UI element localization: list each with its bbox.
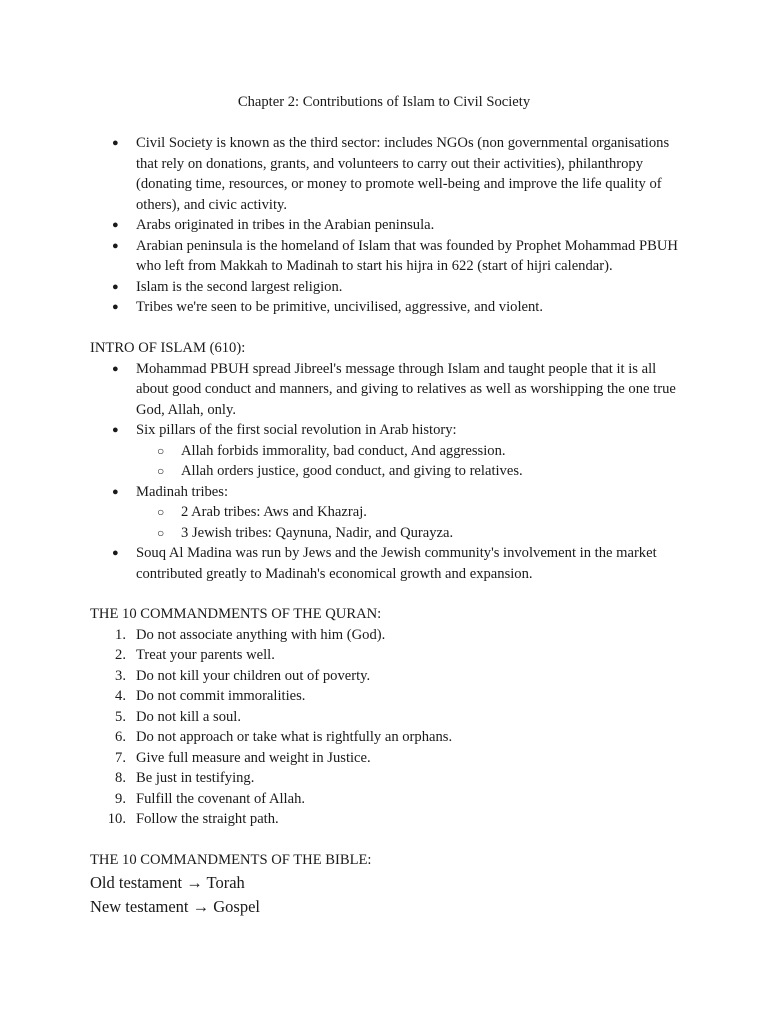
commandment-item xyxy=(90,666,690,687)
list-item: ● Six pillars of the first social revolution in Arab history: xyxy=(90,420,690,441)
commandment-item xyxy=(90,645,690,666)
item-text: Fulfill the covenant of Allah. xyxy=(136,790,306,807)
item-text: Do not associate anything with him (God). xyxy=(136,626,386,643)
list-item: ● Arabs originated in tribes in the Arabian peninsula. xyxy=(90,215,690,236)
sub-list-item: ○ 2 Arab tribes: Aws and Khazraj. xyxy=(90,502,690,523)
item-number: 8. xyxy=(115,770,126,786)
new-testament-line: New testament → Gospel xyxy=(90,897,261,916)
item-text: Be just in testifying. xyxy=(136,770,255,786)
bible-commandments-section xyxy=(90,850,690,920)
quran-commandments-section xyxy=(90,604,690,830)
intro-of-islam-section xyxy=(90,338,690,584)
list-item: ● Arabian peninsula is the homeland of Islam that was founded by Prophet Mohammad PBUH who left from Makkah to Madinah to start his hijra in 622 (start of hijri calendar). xyxy=(90,236,690,277)
section-heading: INTRO OF ISLAM (610): xyxy=(90,340,246,356)
commandment-item xyxy=(90,707,690,728)
item-text: Do not kill your children out of poverty. xyxy=(136,667,371,684)
section-heading: THE 10 COMMANDMENTS OF THE BIBLE: xyxy=(90,852,372,868)
sub-list-item: ○ Allah orders justice, good conduct, and giving to relatives. xyxy=(90,461,690,482)
item-number: 9. xyxy=(115,790,126,807)
page-title: Chapter 2: Contributions of Islam to Civil Society xyxy=(237,94,531,110)
item-text: Give full measure and weight in Justice. xyxy=(136,749,371,766)
intro-bullet-list xyxy=(90,133,690,318)
item-text: Do not commit immoralities. xyxy=(136,688,306,704)
commandment-item xyxy=(90,727,690,748)
item-text: Treat your parents well. xyxy=(136,647,275,663)
item-number: 6. xyxy=(115,729,126,745)
item-number: 10. xyxy=(107,811,126,827)
list-item: ● Souq Al Madina was run by Jews and the Jewish community's involvement in the market contributed greatly to Madinah's economical growth and expansion. xyxy=(90,543,690,584)
list-item: ● Madinah tribes: xyxy=(90,482,690,503)
commandment-item xyxy=(90,809,690,830)
item-number: 2. xyxy=(115,647,126,663)
commandment-item xyxy=(90,686,690,707)
item-text: Follow the straight path. xyxy=(136,811,279,827)
item-number: 7. xyxy=(115,749,126,766)
commandment-item xyxy=(90,789,690,810)
commandment-item xyxy=(90,768,690,789)
list-item: ● Mohammad PBUH spread Jibreel's message through Islam and taught people that it is all about good conduct and manners, and giving to relatives as well as worshipping the one true God, Allah, only. xyxy=(90,359,690,421)
item-text: Do not approach or take what is rightfully an orphans. xyxy=(136,729,453,745)
list-item: ● Civil Society is known as the third sector: includes NGOs (non governmental organisations that rely on donations, grants, and volunteers to carry out their activities), philanthropy (donating time, resources, or money to promote well-being and improve the life quality of others), and civic activity. xyxy=(90,133,690,215)
item-number: 4. xyxy=(115,688,126,704)
list-item: ● Islam is the second largest religion. xyxy=(90,277,690,298)
commandment-item xyxy=(90,748,690,769)
islam-bullet-list xyxy=(90,359,690,585)
commandment-item xyxy=(90,625,690,646)
item-number: 1. xyxy=(115,626,126,643)
old-testament-line: Old testament → Torah xyxy=(90,872,245,892)
sub-list-item: ○ 3 Jewish tribes: Qaynuna, Nadir, and Qurayza. xyxy=(90,523,690,544)
commandments-list xyxy=(90,625,690,830)
item-text: Do not kill a soul. xyxy=(136,708,241,725)
list-item: ● Tribes we're seen to be primitive, uncivilised, aggressive, and violent. xyxy=(90,297,690,318)
item-number: 3. xyxy=(115,667,126,684)
item-number: 5. xyxy=(115,708,126,725)
sub-list-item: ○ Allah forbids immorality, bad conduct, And aggression. xyxy=(90,441,690,462)
section-heading: THE 10 COMMANDMENTS OF THE QURAN: xyxy=(90,606,382,622)
